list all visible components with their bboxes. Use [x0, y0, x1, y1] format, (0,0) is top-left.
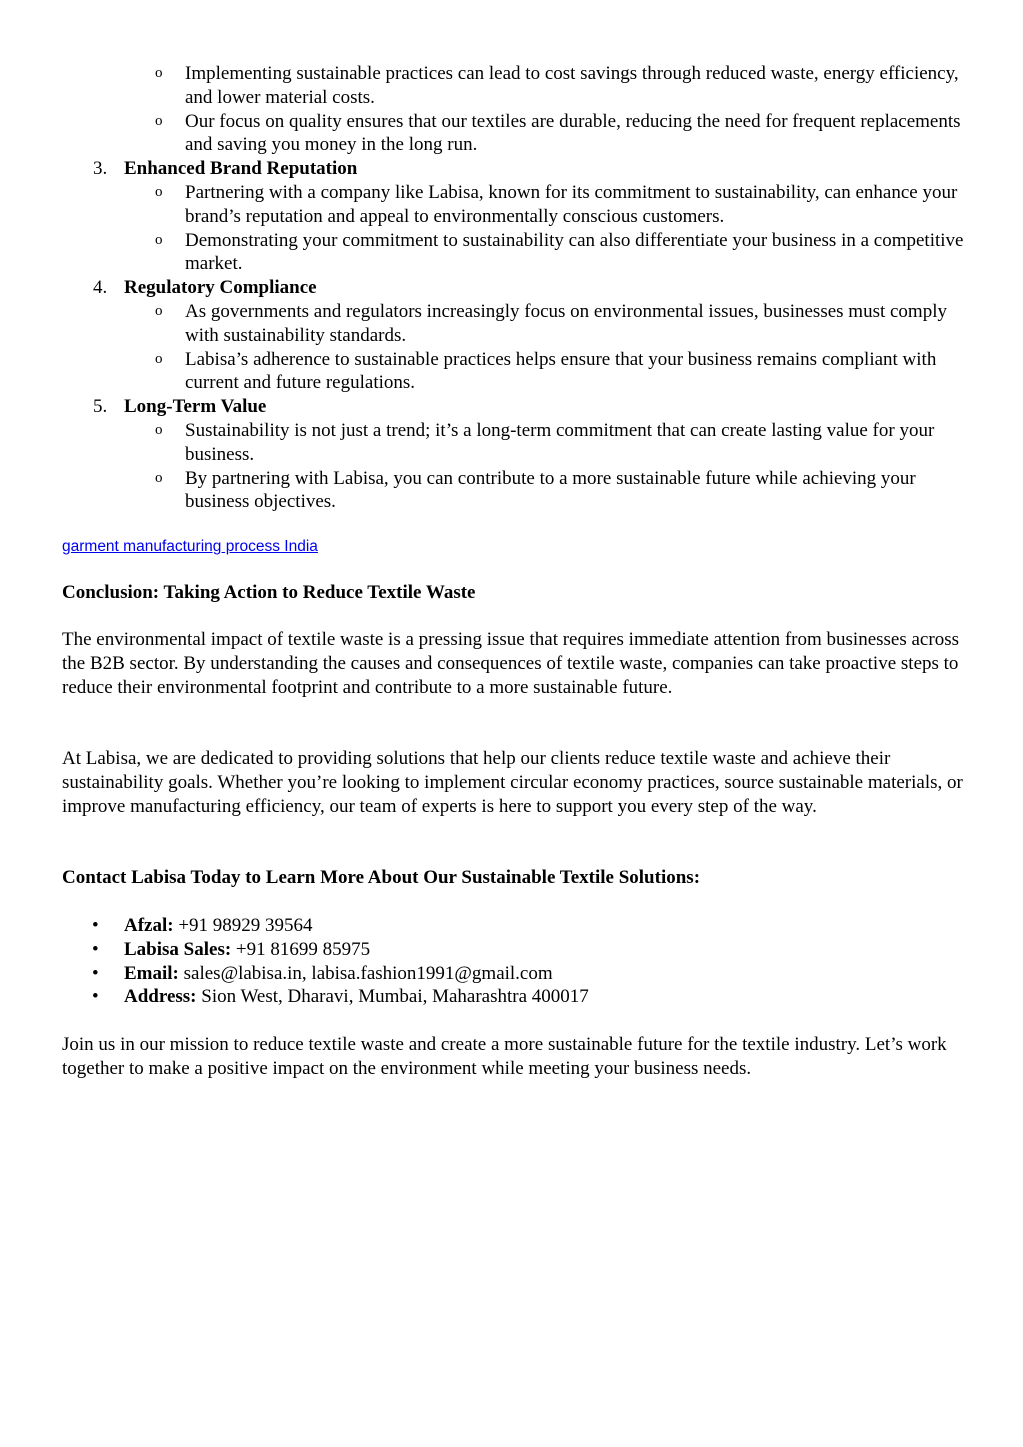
- contact-item-sales: [62, 938, 967, 962]
- numbered-item-continued: [62, 62, 967, 157]
- contact-value: +91 98929 39564: [173, 915, 313, 936]
- sub-list-item: [155, 348, 967, 396]
- labisa-paragraph: At Labisa, we are dedicated to providing solutions that help our clients reduce textile waste and achieve their sustainability goals. Whether you’re looking to implement circular economy practices, source sustainable materials, or improve manufacturing efficiency, our team of experts is here to support you every step of the way.: [62, 748, 963, 817]
- sub-item-text: Partnering with a company like Labisa, known for its commitment to sustainability, can enhance your brand’s reputation and appeal to environmentally conscious customers.: [185, 181, 958, 227]
- sub-list-item: [155, 110, 967, 158]
- circle-bullet-icon: o: [155, 183, 163, 200]
- bullet-icon: •: [92, 938, 99, 960]
- contact-label: Email:: [124, 962, 179, 984]
- garment-manufacturing-link[interactable]: garment manufacturing process India: [62, 538, 318, 555]
- contact-value: Sion West, Dharavi, Mumbai, Maharashtra 400017: [196, 986, 589, 1008]
- numbered-item-regulatory-compliance: [62, 276, 967, 395]
- numbered-item-title: Regulatory Compliance: [124, 277, 317, 299]
- bullet-icon: •: [92, 986, 99, 1008]
- contact-heading-block: [62, 866, 967, 890]
- circle-bullet-icon: o: [155, 231, 163, 248]
- circle-bullet-icon: o: [155, 112, 163, 129]
- sub-list-item: [155, 300, 967, 348]
- sub-list-item: [155, 62, 967, 110]
- conclusion-paragraph-1-block: [62, 628, 967, 699]
- bullet-icon: •: [92, 915, 99, 936]
- sub-list-item: [155, 467, 967, 515]
- circle-bullet-icon: o: [155, 302, 163, 319]
- contact-item-address: [62, 985, 967, 1009]
- contact-label: Labisa Sales:: [124, 938, 232, 960]
- contact-label: Afzal:: [124, 915, 174, 936]
- sub-list-item: [155, 419, 967, 467]
- sub-item-text: Labisa’s adherence to sustainable practices helps ensure that your business remains compliant with current and future regulations.: [185, 348, 937, 394]
- contact-item-afzal: [62, 914, 967, 938]
- numbered-item-brand-reputation: [62, 157, 967, 276]
- conclusion-heading-block: [62, 581, 967, 605]
- contact-list: [62, 914, 967, 1009]
- contact-value: sales@labisa.in, labisa.fashion1991@gmail.com: [178, 962, 553, 984]
- sub-list: [124, 181, 967, 276]
- sub-item-text: Our focus on quality ensures that our textiles are durable, reducing the need for frequent replacements and saving you money in the long run.: [185, 110, 961, 156]
- contact-label: Address:: [124, 986, 197, 1008]
- sub-item-text: Implementing sustainable practices can lead to cost savings through reduced waste, energy efficiency, and lower material costs.: [185, 63, 959, 108]
- sub-item-text: By partnering with Labisa, you can contribute to a more sustainable future while achieving your business objectives.: [185, 467, 916, 513]
- sub-list: [124, 419, 967, 514]
- closing-block: [62, 1033, 967, 1081]
- conclusion-paragraph-2-block: [62, 747, 967, 818]
- conclusion-heading: Conclusion: Taking Action to Reduce Textile Waste: [62, 582, 476, 603]
- bullet-icon: •: [92, 962, 99, 984]
- sub-list-item: [155, 229, 967, 277]
- closing-paragraph: Join us in our mission to reduce textile waste and create a more sustainable future for the textile industry. Let’s work together to make a positive impact on the environment while meeting your business needs.: [62, 1034, 947, 1079]
- circle-bullet-icon: o: [155, 421, 163, 438]
- contact-value: +91 81699 85975: [231, 938, 371, 960]
- contact-item-email: [62, 962, 967, 986]
- benefits-numbered-list: [62, 62, 967, 514]
- circle-bullet-icon: o: [155, 350, 163, 367]
- list-number: 5.: [93, 396, 108, 418]
- list-number: 4.: [93, 277, 108, 299]
- conclusion-paragraph: The environmental impact of textile waste is a pressing issue that requires immediate attention from businesses across the B2B sector. By understanding the causes and consequences of textile waste, companies can take proactive steps to reduce their environmental footprint and contribute to a more sustainable future.: [62, 629, 959, 698]
- sub-list: [124, 300, 967, 395]
- sub-item-text: As governments and regulators increasingly focus on environmental issues, businesses must comply with sustainability standards.: [185, 300, 947, 346]
- sub-list: [155, 62, 967, 157]
- contact-heading: Contact Labisa Today to Learn More About Our Sustainable Textile Solutions:: [62, 867, 701, 888]
- numbered-item-title: Enhanced Brand Reputation: [124, 158, 358, 180]
- list-number: 3.: [93, 158, 108, 180]
- sub-item-text: Sustainability is not just a trend; it’s a long-term commitment that can create lasting value for your business.: [185, 419, 935, 465]
- numbered-item-title: Long-Term Value: [124, 396, 267, 418]
- circle-bullet-icon: o: [155, 469, 163, 486]
- contact-list-block: [62, 914, 967, 1009]
- numbered-item-long-term-value: [62, 395, 967, 514]
- sub-list-item: [155, 181, 967, 229]
- circle-bullet-icon: o: [155, 65, 163, 81]
- sub-item-text: Demonstrating your commitment to sustainability can also differentiate your business in a competitive market.: [185, 229, 964, 275]
